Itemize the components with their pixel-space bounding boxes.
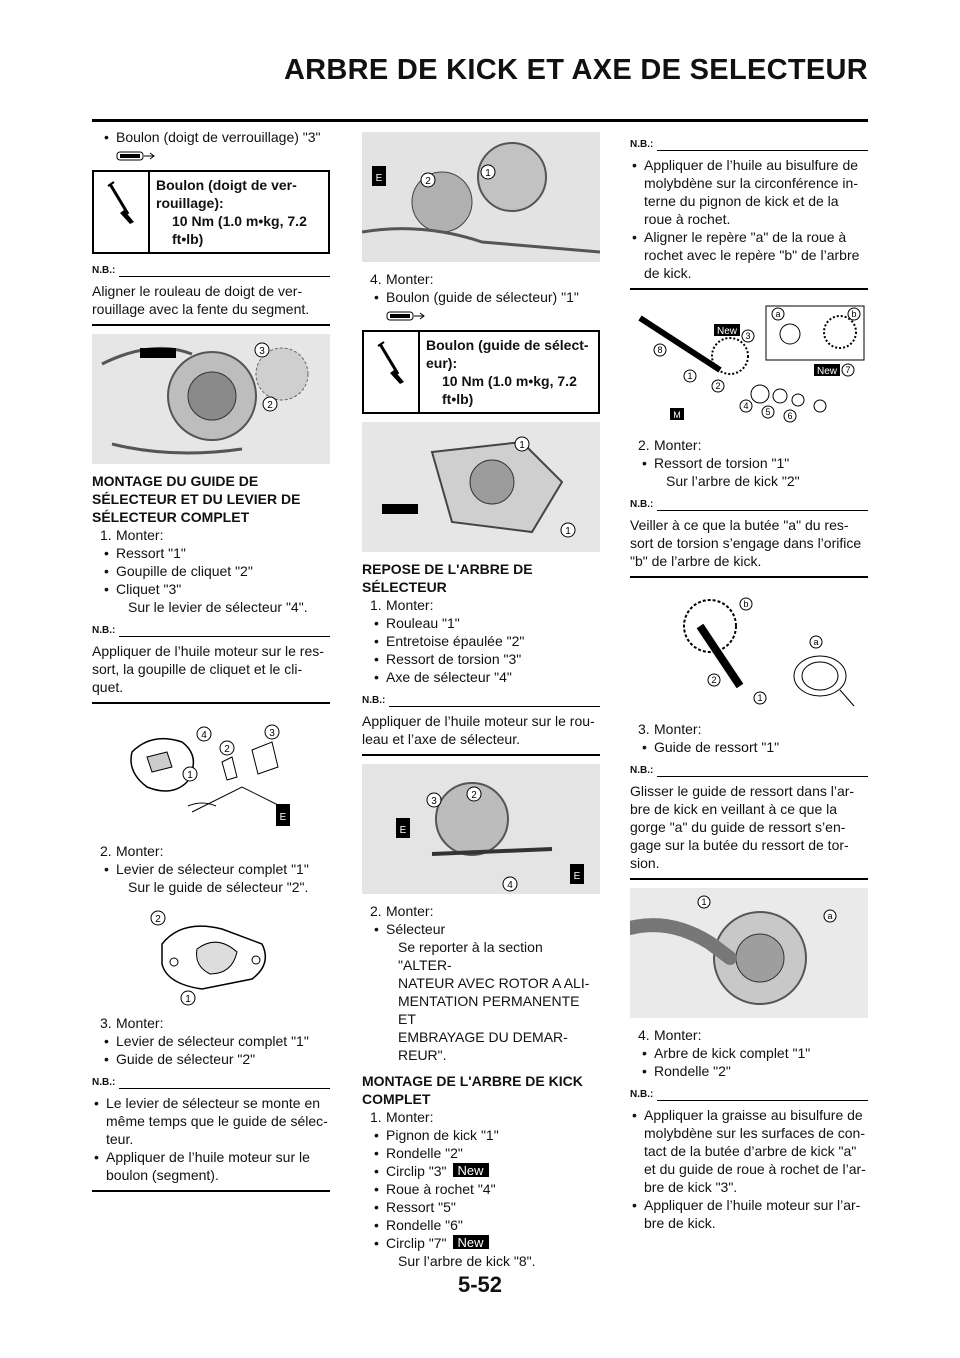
svg-text:E: E bbox=[279, 812, 287, 823]
list-item: • Boulon (guide de sélecteur) "1" bbox=[362, 288, 600, 324]
svg-text:2: 2 bbox=[155, 914, 161, 925]
step-k1: 1. Monter: bbox=[370, 1109, 434, 1125]
nb-note-2: N.B.: Appliquer de l’huile moteur sur le res- sort, la goupille de cliquet et le cli- quet. bbox=[92, 622, 330, 704]
list-continuation: Sur le guide de sélecteur "2". bbox=[128, 879, 309, 895]
list-item: • Guide de sélecteur "2" bbox=[92, 1050, 330, 1068]
nb-note-1 bbox=[92, 262, 330, 326]
list-continuation: Sur le levier de sélecteur "4". bbox=[128, 599, 308, 615]
ratchet-diagram-figure bbox=[92, 712, 330, 834]
spec-value: 10 Nm (1.0 m•kg, 7.2 bbox=[172, 213, 307, 229]
torque-spec-box-2: Boulon (guide de sélect- eur): 10 Nm (1.0 m•kg, 7.2 ft•lb) bbox=[362, 330, 600, 414]
svg-text:3: 3 bbox=[269, 728, 275, 739]
nb-text: rouillage avec la fente du segment. bbox=[92, 301, 310, 317]
svg-text:New: New bbox=[716, 326, 738, 337]
spec-line: Boulon (doigt de ver- bbox=[156, 177, 297, 193]
list-item: • Cliquet "3" bbox=[92, 580, 330, 598]
svg-text:E: E bbox=[573, 871, 581, 882]
spring-guide-photo bbox=[630, 888, 868, 1018]
page-title: ARBRE DE KICK ET AXE DE SELECTEUR bbox=[283, 54, 868, 86]
step-k3: 3. Monter: bbox=[638, 721, 702, 737]
list-item: • Levier de sélecteur complet "1" bbox=[92, 860, 330, 878]
svg-text:2: 2 bbox=[425, 176, 431, 187]
svg-text:1: 1 bbox=[185, 994, 191, 1005]
svg-text:7: 7 bbox=[845, 365, 851, 375]
torque-spec-box-1 bbox=[92, 170, 330, 254]
svg-text:4: 4 bbox=[507, 880, 513, 891]
list-item: • Ressort "1" bbox=[92, 544, 330, 562]
svg-text:4: 4 bbox=[201, 730, 207, 741]
nb-label: N.B.: bbox=[92, 265, 116, 276]
svg-text:a: a bbox=[813, 637, 819, 647]
spec-line: rouillage): bbox=[156, 195, 224, 211]
column-1 bbox=[92, 128, 330, 1192]
step-3: 3. Monter: bbox=[100, 1015, 164, 1031]
new-badge: New bbox=[453, 1235, 489, 1249]
selector-guide-figure bbox=[92, 904, 330, 1006]
nb-note-8: N.B.: • Appliquer la graisse au bisulfure de molybdène sur les surfaces de con- tact de la butée d’arbre de kick "a" et du guide de roue à rochet de l’ar- bre de kick "3". • Appliquer de l’huile moteur sur l’ar- bre de kick. bbox=[630, 1086, 868, 1238]
new-badge: New bbox=[453, 1163, 489, 1177]
svg-text:1: 1 bbox=[687, 371, 693, 381]
svg-text:3: 3 bbox=[431, 796, 437, 807]
engine-photo-figure-2 bbox=[362, 132, 600, 262]
reference-text: Se reporter à la section "ALTER- NATEUR AVEC ROTOR A ALI- MENTATION PERMANENTE ET EMBRAYAGE DU DEMAR- REUR". bbox=[398, 939, 590, 1063]
bolt-line: • Boulon (doigt de verrouillage) "3" bbox=[92, 128, 330, 164]
svg-text:1: 1 bbox=[519, 440, 525, 451]
engine-photo-figure-1 bbox=[92, 334, 330, 464]
torque-wrench-icon bbox=[116, 149, 156, 163]
svg-text:2: 2 bbox=[471, 790, 477, 801]
svg-text:2: 2 bbox=[711, 675, 717, 685]
svg-text:b: b bbox=[743, 599, 749, 609]
kickstarter-exploded-diagram bbox=[630, 300, 868, 426]
svg-text:4: 4 bbox=[743, 401, 749, 411]
svg-text:3: 3 bbox=[745, 331, 751, 341]
step-1: 1. Monter: bbox=[100, 527, 164, 543]
torsion-spring-diagram bbox=[630, 586, 868, 712]
svg-text:1: 1 bbox=[187, 770, 193, 781]
svg-text:1: 1 bbox=[701, 897, 707, 907]
svg-text:5: 5 bbox=[765, 407, 771, 417]
step-k2: 2. Monter: bbox=[638, 437, 702, 453]
page-number: 5-52 bbox=[457, 1272, 503, 1297]
svg-text:6: 6 bbox=[787, 411, 793, 421]
svg-text:2: 2 bbox=[715, 381, 721, 391]
nb-text: Aligner le rouleau de doigt de ver- bbox=[92, 283, 303, 299]
svg-text:E: E bbox=[375, 173, 383, 184]
step-r2: 2. Monter: bbox=[370, 903, 434, 919]
callout-2: 2 bbox=[267, 400, 273, 411]
section-heading-3: MONTAGE DE L'ARBRE DE KICK COMPLET bbox=[362, 1073, 583, 1107]
svg-text:2: 2 bbox=[224, 744, 230, 755]
section-heading-2: REPOSE DE L'ARBRE DE SÉLECTEUR bbox=[362, 561, 533, 595]
svg-text:E: E bbox=[399, 825, 407, 836]
column-3: N.B.: • Appliquer de l’huile au bisulfure de molybdène sur la circonférence in- terne du pignon de kick et de la roue à rochet. • Aligner le repère "a" de la roue à rochet avec le repère "b" de l’arbre de kick. New New M 8 1 2 3 4 5 6 7 a b 2. Monter: • Ressort de torsion "1" Sur l’arbre de kick "2" N.B.: Veiller à ce que la butée "a" du res- sort de torsion s’engage dans l’orifice "b" de l’arbre de kick. b a 2 1 3. Monter: • Guide de ressort "1" N.B.: Glisser le guide de ressort dans l’ar- bre de kick en veillant à ce que la gorge "a" du guide de ressort s’en- gage sur la butée du ressort de tor- sion. 1 a 4. Monter: • Arbre de kick complet "1" • Rondelle "2" N.B.: • Appliquer la graisse au bisulfure de molybdène sur les surfaces de con- tact de la butée d’arbre de kick "a" et du guide de roue à rochet de l’ar- bre de kick "3". • Appliquer de l’huile moteur sur l’ar- bre de kick. bbox=[630, 128, 868, 1238]
step-r1: 1. Monter: bbox=[370, 597, 434, 613]
engine-photo-figure-3 bbox=[362, 422, 600, 552]
svg-text:M: M bbox=[673, 410, 681, 420]
svg-text:New: New bbox=[816, 366, 838, 377]
list-item: • Goupille de cliquet "2" bbox=[92, 562, 330, 580]
column-2: E 2 1 4. Monter: • Boulon (guide de sélecteur) "1" Boulon (guide de sélect- eur): 10 Nm (1.0 m•kg, 7.2 ft•lb) 1 1 REPOSE DE L'ARBRE DE SÉLECTEUR 1. Monter: • Rouleau "1" • Entretoise épaulée "2" • Ressort de torsion "3" • Axe de sélecteur "4" N.B.: Appliquer de l’huile moteur sur le rou- leau et l’axe de sélecteur. E E 3 2 4 2. Monter: • Sélecteur Se reporter à la section "ALTER- NATEUR AVEC ROTOR A ALI- MENTATION PERMANENTE ET EMBRAYAGE DU DEMAR- REUR". MONTAGE DE L'ARBRE DE KICK COMPLET 1. Monter: • Pignon de kick "1" • Rondelle "2" • Circlip "3" New • Roue à rochet "4" • Ressort "5" • Rondelle "6" • Circlip "7" New Sur l’arbre de kick "8". bbox=[362, 128, 600, 1270]
torque-wrench-icon bbox=[386, 309, 426, 323]
nb-note-6: N.B.: Veiller à ce que la butée "a" du res- sort de torsion s’engage dans l’orifice "b" de l’arbre de kick. bbox=[630, 496, 868, 578]
nb-note-3: N.B.: • Le levier de sélecteur se monte en même temps que le guide de sélec- teur. • Appliquer de l’huile moteur sur le boulon (segment). bbox=[92, 1074, 330, 1192]
step-k4: 4. Monter: bbox=[638, 1027, 702, 1043]
torque-wrench-icon bbox=[376, 340, 406, 386]
svg-text:1: 1 bbox=[485, 168, 491, 179]
nb-note-7: N.B.: Glisser le guide de ressort dans l’ar- bre de kick en veillant à ce que la gorge "a" du guide de ressort s’en- gage sur la butée du ressort de tor- sion. bbox=[630, 762, 868, 880]
svg-text:1: 1 bbox=[757, 693, 763, 703]
title-rule bbox=[92, 119, 868, 122]
nb-note-4: N.B.: Appliquer de l’huile moteur sur le rou- leau et l’axe de sélecteur. bbox=[362, 692, 600, 756]
svg-text:b: b bbox=[851, 309, 857, 319]
torque-wrench-icon bbox=[106, 180, 136, 226]
svg-text:a: a bbox=[827, 911, 833, 921]
nb-note-5: N.B.: • Appliquer de l’huile au bisulfure de molybdène sur la circonférence in- terne du pignon de kick et de la roue à rochet. • Aligner le repère "a" de la roue à rochet avec le repère "b" de l’arbre de kick. bbox=[630, 136, 868, 290]
section-heading-1: MONTAGE DU GUIDE DE SÉLECTEUR ET DU LEVIER DE SÉLECTEUR COMPLET bbox=[92, 473, 301, 525]
engine-photo-figure-4 bbox=[362, 764, 600, 894]
callout-3: 3 bbox=[259, 346, 265, 357]
svg-text:8: 8 bbox=[657, 345, 663, 355]
step-4: 4. Monter: bbox=[370, 271, 434, 287]
list-item: • Levier de sélecteur complet "1" bbox=[92, 1032, 330, 1050]
svg-text:a: a bbox=[775, 309, 781, 319]
spec-value: ft•lb) bbox=[172, 231, 204, 247]
step-2: 2. Monter: bbox=[100, 843, 164, 859]
svg-text:1: 1 bbox=[565, 526, 571, 537]
